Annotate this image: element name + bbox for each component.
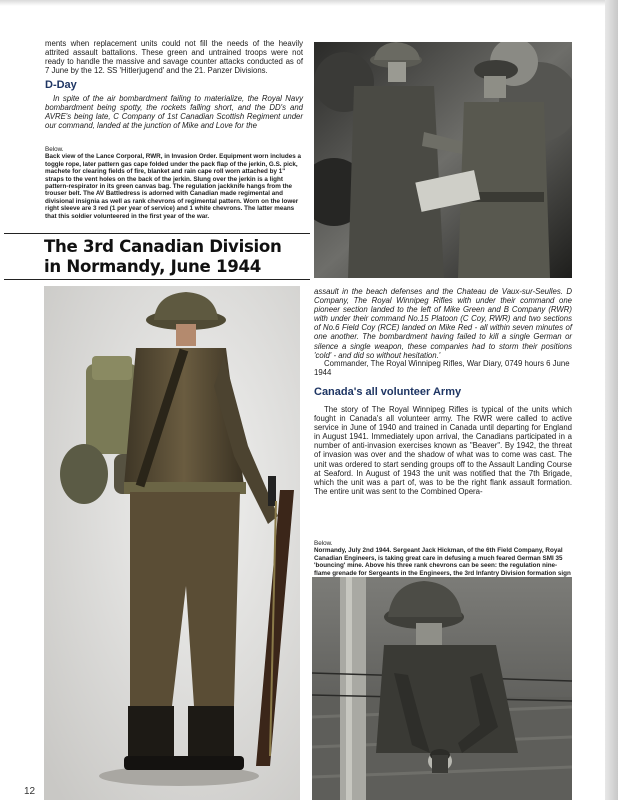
army-paragraph: The story of The Royal Winnipeg Rifles is typical of the units which fought in Canada's all volunteer army. The RWR were called to active service in June of 1940 and trained in Canada until departing for England in August 1941. Immediately upon arrival, the Canadians participated in a number of anti-invasion exercises known as "Beaver". By 1942, the threat of invasion was over and the shadow of what was to come was cast. The unit was ordered to start sending groups off to the Assault Landing Course at Seaford. In August of 1943 the unit was notified that the 7th Brigade, which the unit was a part of, was to be the right flank assault formation. The entire unit was sent to the Combined Opera- — [314, 405, 572, 496]
top-edge — [0, 0, 618, 6]
section-rule-bottom — [4, 279, 310, 280]
officers-illustration — [314, 42, 572, 278]
dday-heading: D-Day — [45, 79, 77, 91]
section-rule-top — [4, 233, 310, 234]
soldier-illustration — [44, 286, 300, 800]
caption-left — [45, 146, 301, 220]
mine-illustration — [312, 577, 572, 800]
caption-left-text: Back view of the Lance Corporal, RWR, in Invasion Order. Equipment worn includes a toggle rope, later pattern gas cape folded under the pack flap of the jerkin, G.S. pick, machete for clearing fields of fire, blanket and rain cape roll worn attached by 1" straps to the vent holes on the back of the jerkin. Slung over the jerkin is a light pattern-respirator in its green canvas bag. The regulation jackknife hangs from the trouser belt. The AV Battledress is adorned with Canadian made regimental and divisional insignia as well as rank chevrons of regimental pattern. Worn on the lower right sleeve are 3 red (1 per year of service) and 1 white chevrons. The latter means that this soldier volunteered in the first year of the war. — [45, 153, 302, 220]
caption-right-label: Below. — [314, 540, 333, 547]
mine-defusing-photo — [312, 577, 572, 800]
section-title: The 3rd Canadian Division in Normandy, June 1944 — [44, 237, 282, 276]
page-edge-shadow — [605, 0, 618, 800]
dday-quote: In spite of the air bombardment failing to materialize, the Royal Navy bombardment being spotty, the rockets falling short, and the DD's and AVRE's being late, C Company of 1st Canadian Scottish Regiment under our command, landed at the junction of Mike and Love for the — [45, 94, 303, 131]
officers-photo — [314, 42, 572, 278]
soldier-photo — [44, 286, 300, 800]
quote-attribution: Commander, The Royal Winnipeg Rifles, War Diary, 0749 hours 6 June 1944 — [314, 359, 570, 378]
intro-paragraph: ments when replacement units could not fill the needs of the heavily attrited assault battalions. These green and untrained troops were not ready to handle the massive and savage counter attacks conducted as of 7 June by the 12. SS 'Hitlerjugend' and the 21. Panzer Divisions. — [45, 39, 303, 76]
caption-left-label: Below. — [45, 146, 64, 153]
army-heading: Canada's all volunteer Army — [314, 386, 462, 398]
quote-continued: assault in the beach defenses and the Chateau de Vaux-sur-Seulles. D Company, The Royal Winnipeg Rifles with under their command one pioneer section landed to the left of Mike Green and B Company (RWR) with under their command No.15 Platoon (C Coy, RWR) and two sections of No.6 Field Coy (RCE) landed on Mike Red - all within seven minutes of one another. The bombardment having failed to kill a single German or silence a single weapon, these companies had to storm their positions 'cold' - and did so without hesitation.' — [314, 287, 572, 360]
caption-right-text: Normandy, July 2nd 1944. Sergeant Jack Hickman, of the 6th Field Company, Royal Canadian Engineers, is taking great care in defusing a much feared German SMI 35 'bouncing' mine. Above his three rank chevrons can be seen: the regulation nine-flame grenade for Sergeants in the Engineers, the 3rd Infantry Division formation sign — [314, 547, 571, 577]
page-number: 12 — [24, 786, 36, 797]
